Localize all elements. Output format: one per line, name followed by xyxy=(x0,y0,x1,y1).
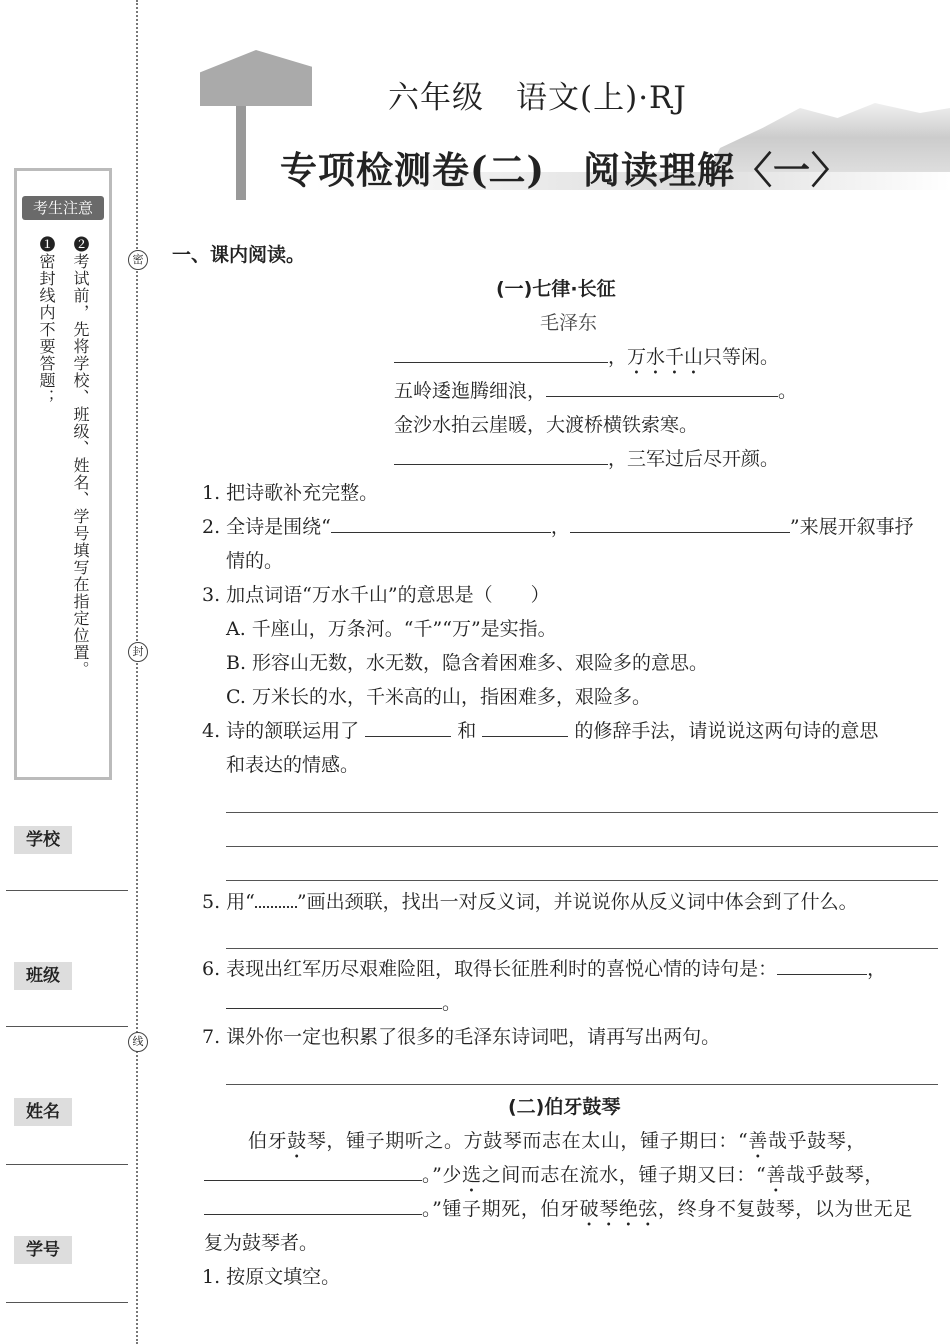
page-title: 专项检测卷(二) 阅读理解〈一〉 xyxy=(280,148,850,192)
question-3: 3. 加点词语“万水千山”的意思是（ ） xyxy=(202,584,550,606)
school-label: 学校 xyxy=(14,826,72,854)
question-6-cont: 。 xyxy=(226,986,461,1020)
seal-mark-xian: 线 xyxy=(128,1032,148,1052)
class-label: 班级 xyxy=(14,962,72,990)
q4-answer-line-1[interactable] xyxy=(226,812,938,813)
poem-blank-1[interactable] xyxy=(394,340,608,363)
q4-blank-1[interactable] xyxy=(365,714,451,737)
question-2: 2. 全诗是围绕“ ， ”来展开叙事抒 xyxy=(202,510,914,544)
passage-line-4: 复为鼓琴者。 xyxy=(204,1232,319,1254)
seal-line xyxy=(136,0,138,1344)
q4-blank-2[interactable] xyxy=(482,714,568,737)
question-3-option-a[interactable]: A. 千座山，万条河。“千”“万”是实指。 xyxy=(226,618,557,640)
wavy-underline-icon xyxy=(255,884,297,908)
question-1: 1. 把诗歌补充完整。 xyxy=(202,482,379,504)
seal-mark-feng: 封 xyxy=(128,642,148,662)
question-3-option-b[interactable]: B. 形容山无数，水无数，隐含着困难多、艰险多的意思。 xyxy=(226,652,709,674)
question-2-cont: 情的。 xyxy=(226,550,284,572)
poem-line-2: 五岭逶迤腾细浪， 。 xyxy=(394,374,797,408)
grade-subject: 六年级 语文(上)·RJ xyxy=(388,80,687,116)
poem-line-4: ，三军过后尽开颜。 xyxy=(394,442,779,476)
section1-heading: 一、课内阅读。 xyxy=(172,244,306,266)
q7-answer-line[interactable] xyxy=(226,1084,938,1085)
passage-line-1: 伯牙鼓琴，锺子期听之。方鼓琴而志在太山，锺子期曰：“善哉乎鼓琴， xyxy=(248,1130,866,1152)
poem-line-3: 金沙水拍云崖暖，大渡桥横铁索寒。 xyxy=(394,414,699,436)
question-5: 5. 用“ ”画出颈联，找出一对反义词，并说说你从反义词中体会到了什么。 xyxy=(202,884,858,919)
passage-question-1: 1. 按原文填空。 xyxy=(202,1266,341,1288)
passage-line-3: 。”锺子期死，伯牙破琴绝弦，终身不复鼓琴，以为世无足 xyxy=(204,1192,913,1231)
name-label: 姓名 xyxy=(14,1098,72,1126)
seal-mark-mi: 密 xyxy=(128,250,148,270)
q4-answer-line-3[interactable] xyxy=(226,880,938,881)
notice-item-1: ❶密封线内不要答题； xyxy=(37,236,56,406)
notice-item-2: ❷考试前，先将学校、班级、姓名、学号填写在指定位置。 xyxy=(71,236,90,678)
poem-title: (一)七律·长征 xyxy=(496,278,616,300)
mailbox-illustration xyxy=(200,50,312,106)
question-6: 6. 表现出红军历尽艰难险阻，取得长征胜利时的喜悦心情的诗句是： ， xyxy=(202,952,886,986)
question-4-cont: 和表达的情感。 xyxy=(226,754,360,776)
question-4: 4. 诗的颔联运用了 和 的修辞手法，请说说这两句诗的意思 xyxy=(202,714,878,748)
question-3-option-c[interactable]: C. 万米长的水，千米高的山，指困难多，艰险多。 xyxy=(226,686,651,708)
passage-title: (二)伯牙鼓琴 xyxy=(508,1096,621,1118)
name-field[interactable] xyxy=(6,1164,128,1165)
poem-line-1: ，万水千山只等闲。 xyxy=(394,340,779,379)
question-7: 7. 课外你一定也积累了很多的毛泽东诗词吧，请再写出两句。 xyxy=(202,1026,721,1048)
student-id-field[interactable] xyxy=(6,1302,128,1303)
passage-line-2: 。”少选之间而志在流水，锺子期又曰：“善哉乎鼓琴， xyxy=(204,1158,884,1197)
poem-blank-3[interactable] xyxy=(394,442,608,465)
passage-blank-1[interactable] xyxy=(204,1158,422,1181)
q2-blank-2[interactable] xyxy=(570,510,790,533)
q6-blank-1[interactable] xyxy=(777,952,867,975)
poem-author: 毛泽东 xyxy=(540,312,598,334)
q4-answer-line-2[interactable] xyxy=(226,846,938,847)
q2-blank-1[interactable] xyxy=(331,510,551,533)
class-field[interactable] xyxy=(6,1026,128,1027)
student-id-label: 学号 xyxy=(14,1236,72,1264)
mailbox-post-illustration xyxy=(236,100,246,200)
notice-title: 考生注意 xyxy=(22,196,104,220)
notice-box xyxy=(14,168,112,780)
passage-blank-2[interactable] xyxy=(204,1192,422,1215)
q6-blank-2[interactable] xyxy=(226,986,442,1009)
q5-answer-line[interactable] xyxy=(226,948,938,949)
poem-blank-2[interactable] xyxy=(546,374,778,397)
school-field[interactable] xyxy=(6,890,128,891)
